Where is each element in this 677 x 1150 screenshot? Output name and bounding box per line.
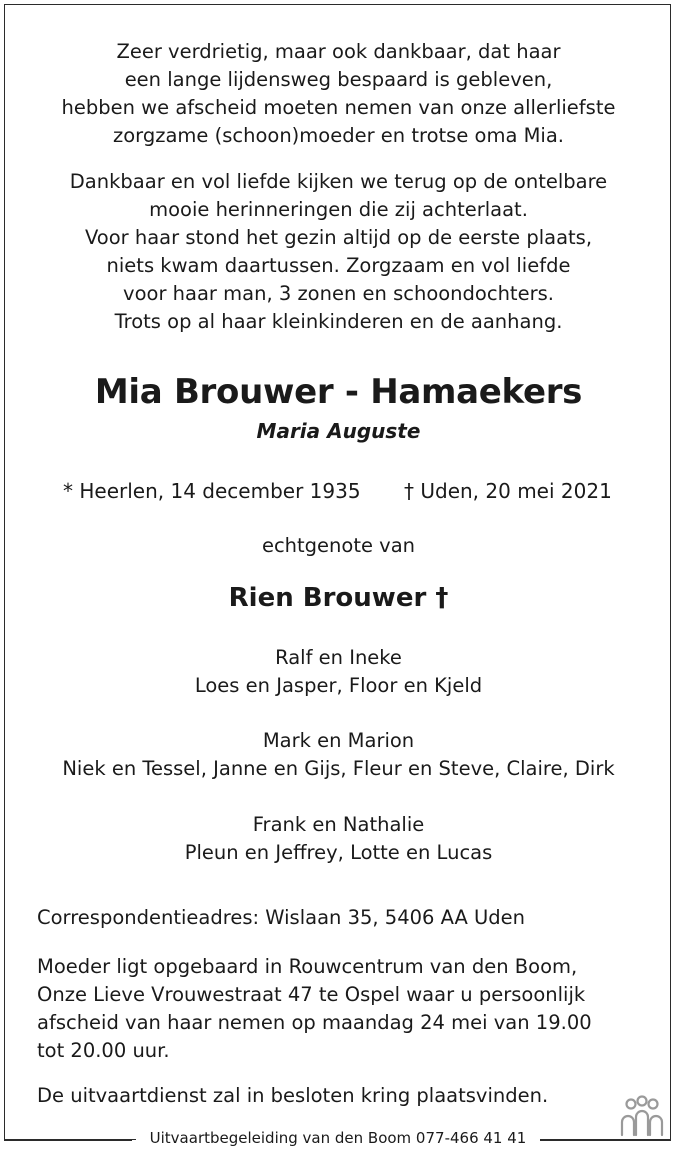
correspondence-address: Correspondentieadres: Wislaan 35, 5406 AA Uden <box>37 906 526 929</box>
gratitude-text <box>10 168 667 336</box>
family-parents: Ralf en Ineke <box>275 646 402 669</box>
intro-line: een lange lijdensweg bespaard is gebleven, <box>124 68 553 91</box>
family-children: Niek en Tessel, Janne en Gijs, Fleur en Steve, Claire, Dirk <box>62 757 615 780</box>
spouse-name: Rien Brouwer † <box>228 583 449 613</box>
family-group <box>10 727 667 783</box>
service-notice: De uitvaartdienst zal in besloten kring plaatsvinden. <box>37 1084 549 1107</box>
family-parents: Mark en Marion <box>262 729 415 752</box>
lying-in-state-line: Moeder ligt opgebaard in Rouwcentrum van den Boom, <box>37 955 578 978</box>
family-children: Loes en Jasper, Floor en Kjeld <box>194 674 483 697</box>
funeral-director-footer: Uitvaartbegeleiding van den Boom 077-466 41 41 <box>136 1127 540 1149</box>
gratitude-line: Dankbaar en vol liefde kijken we terug op de ontelbare <box>69 170 608 193</box>
intro-line: zorgzame (schoon)moeder en trotse oma Mia. <box>113 124 564 147</box>
family-group <box>10 811 667 867</box>
lying-in-state-line: tot 20.00 uur. <box>37 1039 170 1062</box>
deceased-given-names: Maria Auguste <box>256 419 421 443</box>
intro-line: hebben we afscheid moeten nemen van onze allerliefste <box>61 96 616 119</box>
gratitude-line: Trots op al haar kleinkinderen en de aanhang. <box>114 310 563 333</box>
deceased-name: Mia Brouwer - Hamaekers <box>94 372 583 412</box>
footer-rule-right <box>540 1139 671 1141</box>
family-people-icon <box>617 1095 667 1139</box>
intro-text <box>10 38 667 150</box>
family-children: Pleun en Jeffrey, Lotte en Lucas <box>184 841 493 864</box>
family-group <box>10 644 667 700</box>
lying-in-state-line: Onze Lieve Vrouwestraat 47 te Ospel waar u persoonlijk <box>37 983 586 1006</box>
family-parents: Frank en Nathalie <box>252 813 425 836</box>
spouse-label: echtgenote van <box>261 534 416 557</box>
gratitude-line: Voor haar stond het gezin altijd op de eerste plaats, <box>84 226 593 249</box>
gratitude-line: niets kwam daartussen. Zorgzaam en vol liefde <box>106 254 571 277</box>
intro-line: Zeer verdrietig, maar ook dankbaar, dat haar <box>116 40 561 63</box>
birth-date: * Heerlen, 14 december 1935 <box>63 479 361 503</box>
gratitude-line: mooie herinneringen die zij achterlaat. <box>149 198 528 221</box>
death-date: † Uden, 20 mei 2021 <box>404 479 612 503</box>
lying-in-state-line: afscheid van haar nemen op maandag 24 mei van 19.00 <box>37 1011 592 1034</box>
lying-in-state-text <box>37 953 647 1065</box>
gratitude-line: voor haar man, 3 zonen en schoondochters. <box>123 282 554 305</box>
footer-rule-left <box>4 1139 132 1141</box>
